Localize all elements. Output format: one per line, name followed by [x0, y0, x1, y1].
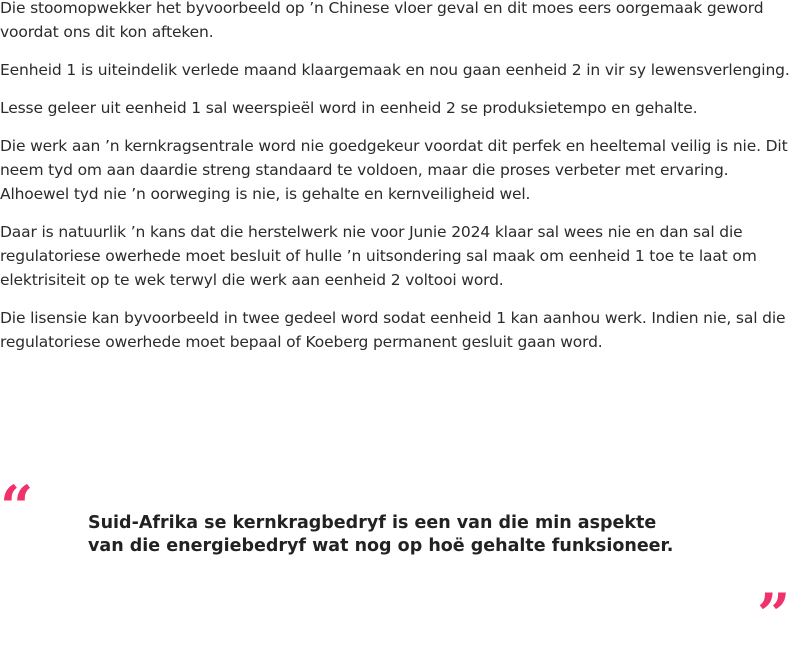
article-paragraph: Daar is natuurlik ’n kans dat die herstelwerk nie voor Junie 2024 klaar sal wees nie en dan sal die regulatoriese owerhede moet besluit of hulle ’n uitsondering sal maak om eenheid 1 toe te laat om elektrisiteit op te wek terwyl die werk aan eenheid 2 voltooi word.	[0, 223, 757, 289]
pull-quote	[0, 473, 809, 649]
close-quote-icon: ”	[757, 581, 791, 649]
article-paragraph: Die stoomopwekker het byvoorbeeld op ’n Chinese vloer geval en dit moes eers oorgemaak geword voordat ons dit kon afteken.	[0, 0, 764, 41]
article-paragraph: Eenheid 1 is uiteindelik verlede maand klaargemaak en nou gaan eenheid 2 in vir sy lewensverlenging.	[0, 61, 790, 79]
article-paragraph: Die werk aan ’n kernkragsentrale word nie goedgekeur voordat dit perfek en heeltemal veilig is nie. Dit neem tyd om aan daardie streng standaard te voldoen, maar die proses verbeter met ervaring. Alhoewel tyd nie ’n oorweging is nie, is gehalte en kernveiligheid wel.	[0, 137, 788, 203]
article-paragraph: Die lisensie kan byvoorbeeld in twee gedeel word sodat eenheid 1 kan aanhou werk. Indien nie, sal die regulatoriese owerhede moet bepaal of Koeberg permanent gesluit gaan word.	[0, 309, 786, 351]
article-paragraph: Lesse geleer uit eenheid 1 sal weerspieël word in eenheid 2 se produksietempo en gehalte.	[0, 99, 698, 117]
open-quote-icon: “	[0, 473, 34, 541]
pull-quote-text: Suid-Afrika se kernkragbedryf is een van die min aspekte van die energiebedryf wat nog op hoë gehalte funksioneer.	[88, 513, 674, 556]
